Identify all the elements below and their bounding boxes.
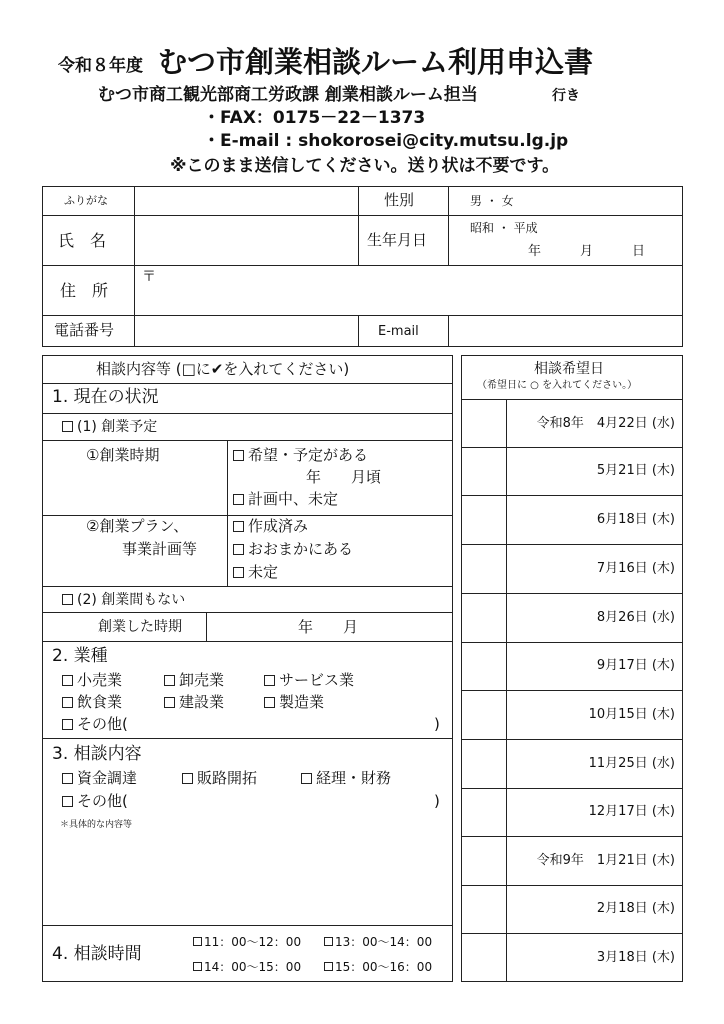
email-field[interactable] [450, 317, 681, 346]
birth-era-options[interactable]: 昭和 ・ 平成 [470, 221, 538, 235]
founded-ym[interactable]: 年 月 [298, 618, 359, 636]
date-label: 令和9年 1月21日 (木) [536, 853, 675, 868]
section-2-title: 2. 業種 [52, 646, 108, 666]
checkbox-manufacturing[interactable] [264, 695, 324, 710]
checkbox-plan-done[interactable] [233, 519, 308, 534]
industry-label: 製造業 [279, 693, 325, 711]
checkbox-sales-channel[interactable] [182, 771, 257, 786]
date-label: 3月18日 (木) [596, 950, 675, 965]
address-field[interactable] [160, 267, 680, 314]
date-row[interactable] [461, 740, 683, 789]
date-label: 6月18日 (木) [596, 512, 675, 527]
checkbox-service[interactable] [264, 673, 354, 688]
destination-suffix: 行き [552, 88, 580, 104]
checkbox-topic-other[interactable] [62, 794, 128, 809]
checkbox-food[interactable] [62, 695, 122, 710]
name-label: 氏 名 [58, 231, 107, 250]
industry-label: 小売業 [77, 671, 123, 689]
address-label: 住 所 [60, 281, 109, 300]
plan-rough-label: おおまかにある [248, 540, 354, 558]
industry-label: 飲食業 [77, 693, 123, 711]
checkbox-time-13[interactable] [324, 936, 432, 948]
date-label: 8月26日 (水) [596, 610, 675, 625]
checkbox-plan-none[interactable] [233, 565, 278, 580]
furigana-field[interactable] [136, 188, 356, 214]
time-label: 11：00～12：00 [204, 935, 302, 949]
industry-label: 建設業 [179, 693, 225, 711]
timing-ym[interactable]: 年 月頃 [306, 468, 382, 486]
checkbox-time-11[interactable] [193, 936, 301, 948]
plan-done-label: 作成済み [248, 517, 309, 535]
date-row[interactable] [461, 594, 683, 643]
plan-none-label: 未定 [248, 563, 279, 581]
page-title: むつ市創業相談ルーム利用申込書 [158, 45, 594, 79]
section-4-title: 4. 相談時間 [52, 944, 142, 964]
date-row[interactable] [461, 496, 683, 545]
postal-mark: 〒 [142, 269, 156, 285]
timing-label: ①創業時期 [86, 446, 160, 464]
date-label: 11月25日 (水) [588, 756, 675, 771]
date-label: 10月15日 (木) [588, 707, 675, 722]
time-label: 15：00～16：00 [335, 960, 433, 974]
name-field[interactable] [136, 217, 356, 264]
section-1-title: 1. 現在の状況 [52, 387, 159, 407]
checkbox-plan-rough[interactable] [233, 542, 353, 557]
checkbox-retail[interactable] [62, 673, 122, 688]
detail-note: ＊具体的な内容等 [60, 820, 133, 830]
date-row[interactable] [461, 399, 683, 448]
industry-label: サービス業 [279, 671, 355, 689]
date-row[interactable] [461, 448, 683, 496]
date-label: 12月17日 (木) [588, 804, 675, 819]
topic-label: 資金調達 [77, 769, 138, 787]
birthdate-label: 生年月日 [367, 231, 428, 249]
plan-label-1: ②創業プラン、 [86, 517, 189, 535]
date-label: 5月21日 (木) [596, 463, 675, 478]
topic-other-close: ) [434, 792, 440, 810]
topic-label: 経理・財務 [316, 769, 392, 787]
date-list [461, 399, 683, 982]
timing-undecided-label: 計画中、未定 [248, 490, 339, 508]
date-row[interactable] [461, 934, 683, 982]
checkbox-accounting[interactable] [301, 771, 391, 786]
furigana-label: ふりがな [64, 194, 108, 207]
checkbox-wholesale[interactable] [164, 673, 224, 688]
birthdate-ymd[interactable]: 年 月 日 [528, 244, 646, 259]
time-label: 14：00～15：00 [204, 960, 302, 974]
date-row[interactable] [461, 691, 683, 740]
checkbox-construction[interactable] [164, 695, 224, 710]
date-row[interactable] [461, 545, 683, 594]
date-label: 2月18日 (木) [596, 901, 675, 916]
consult-header: 相談内容等 (□に✔を入れてください) [96, 360, 350, 378]
timing-planned-label: 希望・予定がある [248, 446, 369, 464]
email-label: E-mail [378, 324, 419, 339]
gender-label: 性別 [384, 191, 415, 209]
date-label: 9月17日 (木) [596, 658, 675, 673]
checkbox-time-14[interactable] [193, 961, 301, 973]
fax-number: ・FAX：0175－22－1373 [203, 108, 426, 128]
phone-field[interactable] [136, 317, 356, 346]
date-row[interactable] [461, 837, 683, 886]
title-prefix: 令和８年度 [58, 56, 143, 76]
date-row[interactable] [461, 789, 683, 837]
plan-label-2: 事業計画等 [122, 540, 198, 558]
industry-other-close: ) [434, 715, 440, 733]
send-notice: ※このまま送信してください。送り状は不要です。 [170, 156, 560, 176]
checkbox-industry-other[interactable] [62, 717, 128, 732]
date-label: 7月16日 (木) [596, 561, 675, 576]
recently-founded-label: (2) 創業間もない [77, 592, 186, 608]
founded-label: 創業した時期 [98, 619, 182, 635]
checkbox-planned[interactable] [62, 420, 157, 434]
checkbox-funding[interactable] [62, 771, 137, 786]
industry-other-label: その他( [77, 715, 128, 733]
dates-subtitle: （希望日に ○ を入れてください。） [477, 380, 638, 391]
industry-label: 卸売業 [179, 671, 225, 689]
date-row[interactable] [461, 886, 683, 934]
dates-title: 相談希望日 [534, 361, 604, 377]
detail-textarea[interactable] [46, 834, 449, 922]
checkbox-timing-undecided[interactable] [233, 492, 338, 507]
planned-label: (1) 創業予定 [77, 419, 158, 435]
checkbox-time-15[interactable] [324, 961, 432, 973]
section-3-title: 3. 相談内容 [52, 744, 142, 764]
checkbox-timing-planned[interactable] [233, 448, 368, 463]
topic-label: 販路開拓 [197, 769, 258, 787]
date-row[interactable] [461, 643, 683, 691]
gender-options[interactable]: 男 ・ 女 [470, 194, 514, 208]
email-address: ・E-mail : shokorosei@city.mutsu.lg.jp [203, 131, 569, 151]
destination: むつ市商工観光部商工労政課 創業相談ルーム担当 [98, 85, 478, 105]
topic-other-label: その他( [77, 792, 128, 810]
phone-label: 電話番号 [54, 321, 115, 339]
time-label: 13：00～14：00 [335, 935, 433, 949]
date-label: 令和8年 4月22日 (水) [536, 416, 675, 431]
checkbox-recently-founded[interactable] [62, 593, 185, 607]
